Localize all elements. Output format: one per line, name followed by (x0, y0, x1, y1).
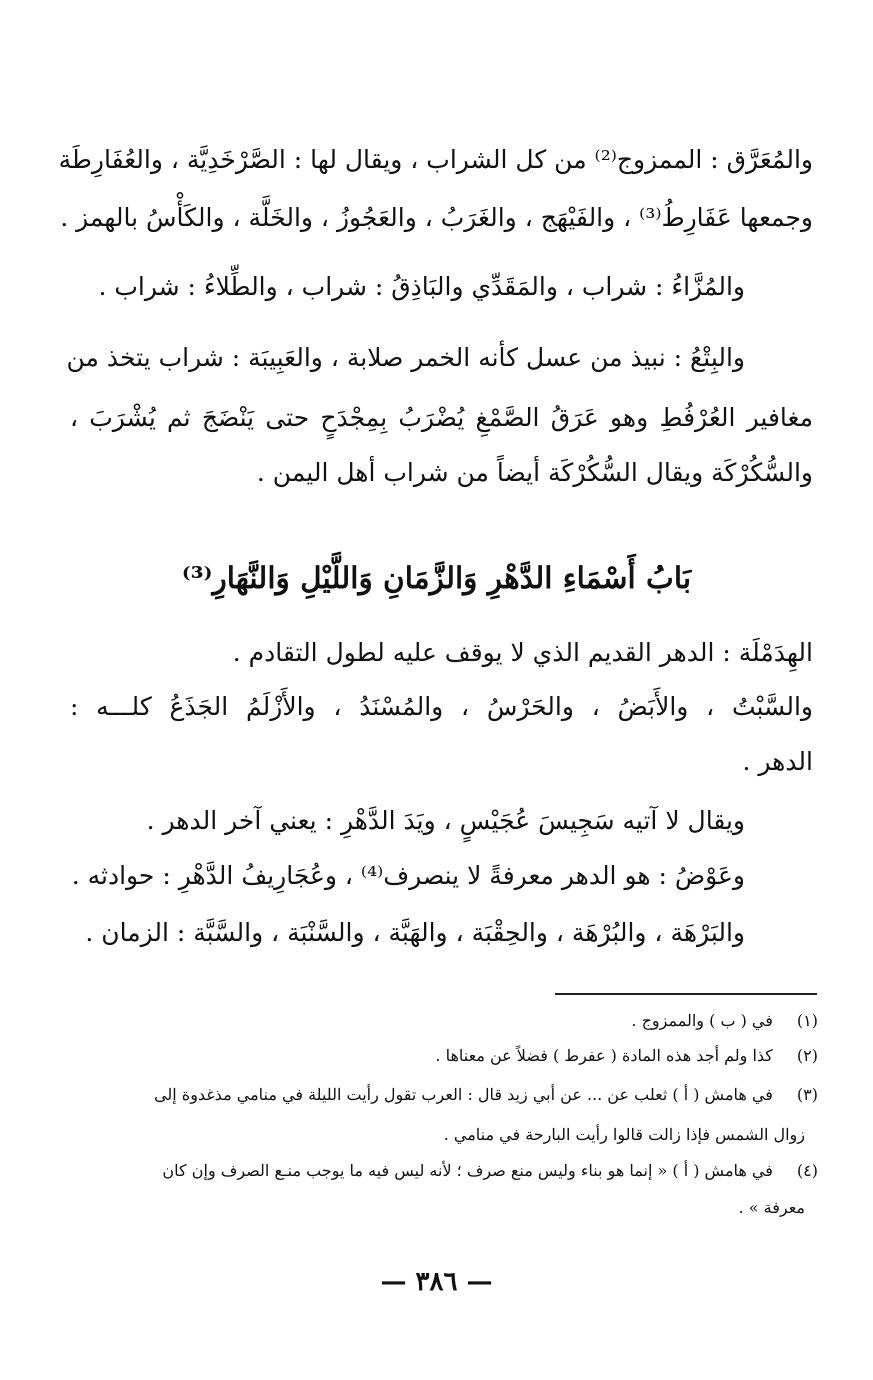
footnote-3 (154, 1080, 818, 1110)
paragraph-1-line-2: وجمعها عَفَارِطُ⁽³⁾ ، والفَيْهَج ، والغَرَبُ ، والعَجُوزُ ، والخَلَّة ، والكَأْسُ بالهمز . (60, 203, 813, 232)
footnote-2 (435, 1041, 818, 1071)
footnote-separator (555, 993, 817, 995)
paragraph-5-line-1: والسَّبْتُ ، والأَبَضُ ، والحَرْسُ ، والمُسْنَدُ ، والأَزْلَمُ الجَذَعُ كلـــه : (70, 692, 813, 721)
paragraph-8-line-1: والبَرْهَة ، والبُرْهَة ، والحِقْبَة ، والهَبَّة ، والسَّنْبَة ، والسَّبَّة : الزمان . (85, 918, 745, 947)
paragraph-5-line-2: الدهر . (742, 747, 813, 776)
paragraph-4-line-1: الهِدَمْلَة : الدهر القديم الذي لا يوقف عليه لطول التقادم . (232, 638, 813, 667)
footnote-3-continuation: زوال الشمس فإذا زالت قالوا رأيت البارحة في منامي . (443, 1125, 805, 1144)
paragraph-6-line-1: ويقال لا آتيه سَجِيسَ عُجَيْسٍ ، ويَدَ الدَّهْرِ : يعني آخر الدهر . (146, 806, 745, 835)
section-title: بَابُ أَسْمَاءِ الدَّهْرِ وَالزَّمَانِ وَاللَّيْلِ وَالنَّهَارِ⁽³⁾ (181, 560, 692, 595)
footnote-number: (٣) (796, 1085, 818, 1104)
paragraph-3-line-3: والسُّكُرْكَة ويقال السُّكُرْكَة أيضاً من شراب أهل اليمن . (256, 458, 813, 487)
footnote-number: (١) (796, 1011, 818, 1030)
paragraph-1-line-1: والمُعَرَّق : الممزوج⁽²⁾ من كل الشراب ، ويقال لها : الصَّرْخَدِيَّة ، والعُفَارِطَة (58, 145, 813, 174)
footnote-text: كذا ولم أجد هذه المادة ( عفرط ) فضلاً عن معناها . (435, 1046, 773, 1065)
paragraph-3-line-1: والبِتْعُ : نبيذ من عسل كأنه الخمر صلابة ، والعَبِيبَة : شراب يتخذ من (66, 343, 745, 372)
footnote-1 (631, 1006, 818, 1036)
footnote-4 (162, 1156, 818, 1186)
paragraph-7-line-1: وعَوْضُ : هو الدهر معرفةً لا ينصرف⁽⁴⁾ ، وعُجَارِيفُ الدَّهْرِ : حوادثه . (71, 861, 745, 890)
footnote-text: في ( ب ) والممزوج . (631, 1011, 773, 1030)
paragraph-2-line-1: والمُزَّاءُ : شراب ، والمَقَدِّي والبَاذِقُ : شراب ، والطِّلاءُ : شراب . (98, 272, 745, 301)
footnote-number: (٢) (796, 1046, 818, 1065)
footnote-number: (٤) (796, 1161, 818, 1180)
footnote-4-continuation: معرفة » . (738, 1198, 805, 1217)
footnote-text: في هامش ( أ ) « إنما هو بناء وليس منع صرف ؛ لأنه ليس فيه ما يوجب منـع الصرف وإن كان (162, 1161, 773, 1180)
paragraph-3-line-2: مغافير العُرْفُطِ وهو عَرَقُ الصَّمْغِ يُضْرَبُ بِمِجْدَحٍ حتى يَنْضَجَ ثم يُشْرَبَ ، (70, 403, 813, 432)
footnote-text: في هامش ( أ ) ثعلب عن ... عن أبي زيد قال : العرب تقول رأيت الليلة في منامي مذغدوة إلى (154, 1085, 773, 1104)
page-number: — ٣٨٦ — (380, 1267, 493, 1297)
